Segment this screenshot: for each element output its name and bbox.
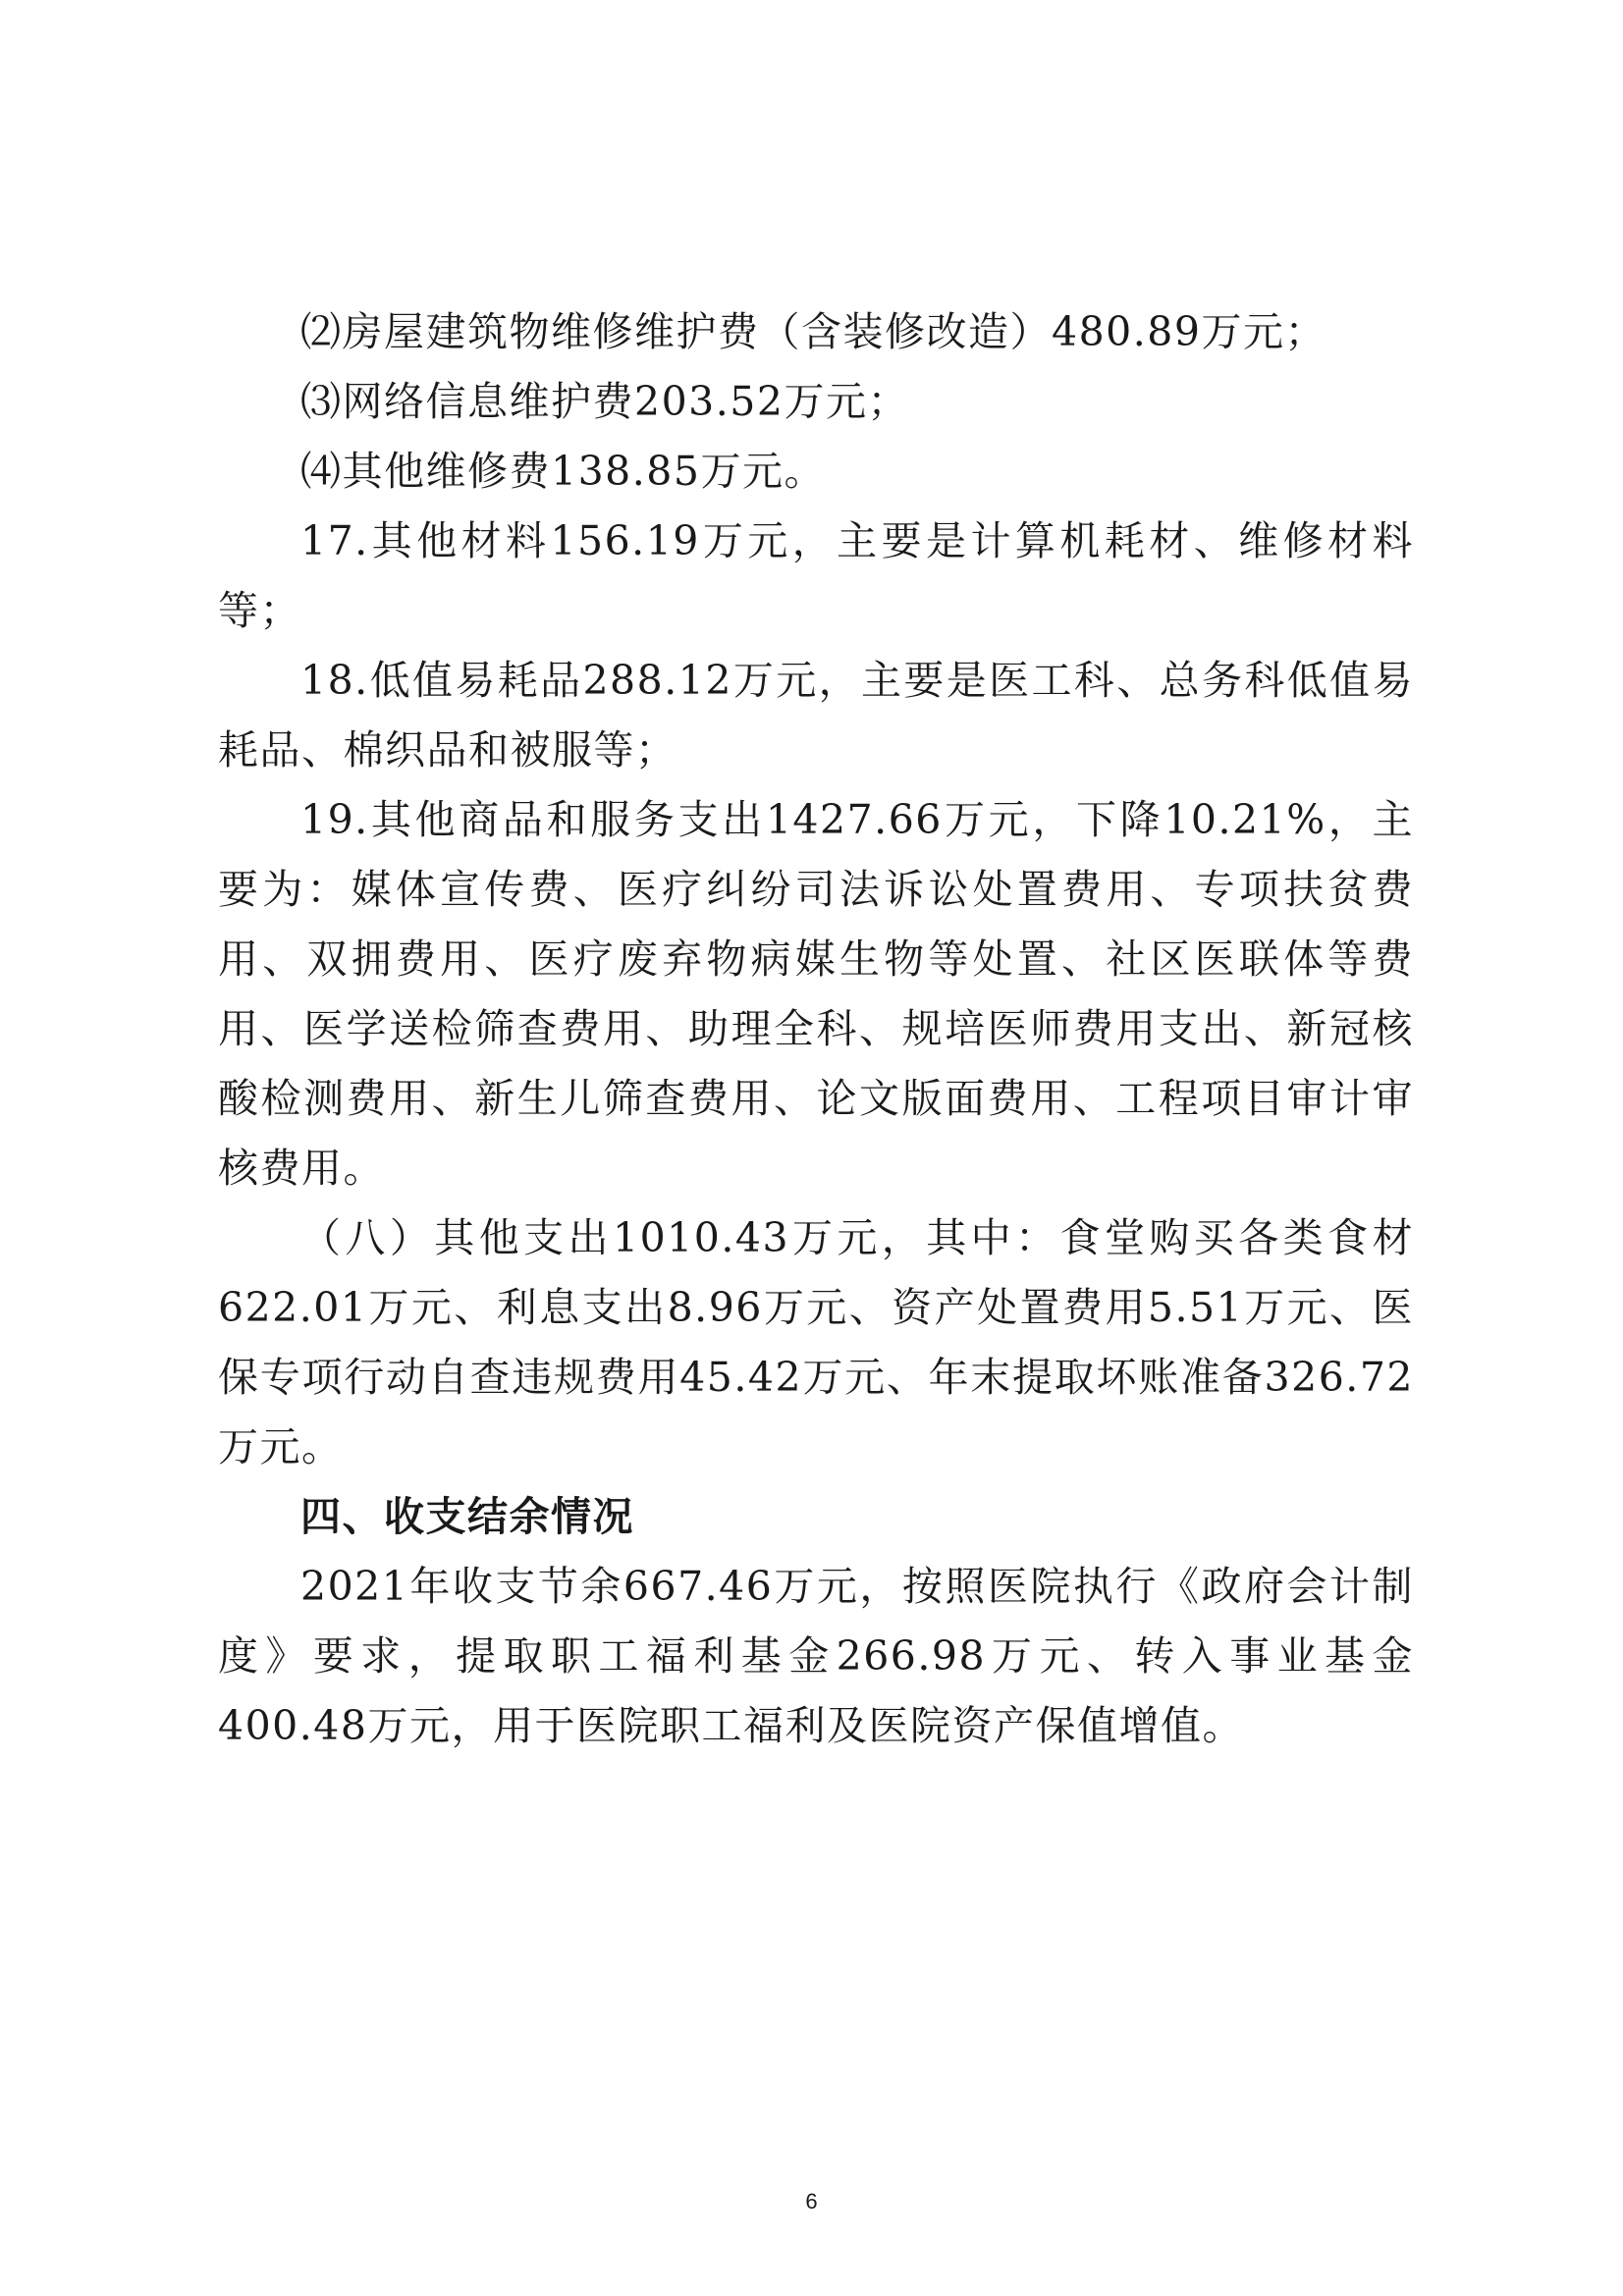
paragraph-building-maintenance: ⑵房屋建筑物维修维护费（含装修改造）480.89万元； [300, 308, 1326, 355]
paragraph-low-value-consumables: 18.低值易耗品288.12万元，主要是医工科、总务科低值易耗品、棉织品和被服等； [218, 657, 1414, 774]
paragraph-balance-summary: 2021年收支节余667.46万元，按照医院执行《政府会计制度》要求，提取职工福利基金266.98万元、转入事业基金400.48万元，用于医院职工福利及医院资产保值增值。 [218, 1563, 1414, 1749]
document-body [218, 297, 1414, 1761]
paragraph-other-materials: 17.其他材料156.19万元，主要是计算机耗材、维修材料等； [218, 517, 1414, 634]
paragraph-other-maintenance: ⑷其他维修费138.85万元。 [300, 448, 826, 495]
section-heading-balance: 四、收支结余情况 [300, 1493, 634, 1540]
paragraph-network-maintenance: ⑶网络信息维护费203.52万元； [300, 378, 909, 425]
page-number: 6 [805, 2189, 818, 2214]
paragraph-other-goods-services: 19.其他商品和服务支出1427.66万元，下降10.21%，主要为：媒体宣传费、医疗纠纷司法诉讼处置费用、专项扶贫费用、双拥费用、医疗废弃物病媒生物等处置、社区医联体等费用、医学送检筛查费用、助理全科、规培医师费用支出、新冠核酸检测费用、新生儿筛查费用、论文版面费用、工程项目审计审核费用。 [218, 796, 1414, 1192]
paragraph-other-expenditure: （八）其他支出1010.43万元，其中：食堂购买各类食材622.01万元、利息支出8.96万元、资产处置费用5.51万元、医保专项行动自查违规费用45.42万元、年末提取坏账准备326.72万元。 [218, 1214, 1414, 1470]
